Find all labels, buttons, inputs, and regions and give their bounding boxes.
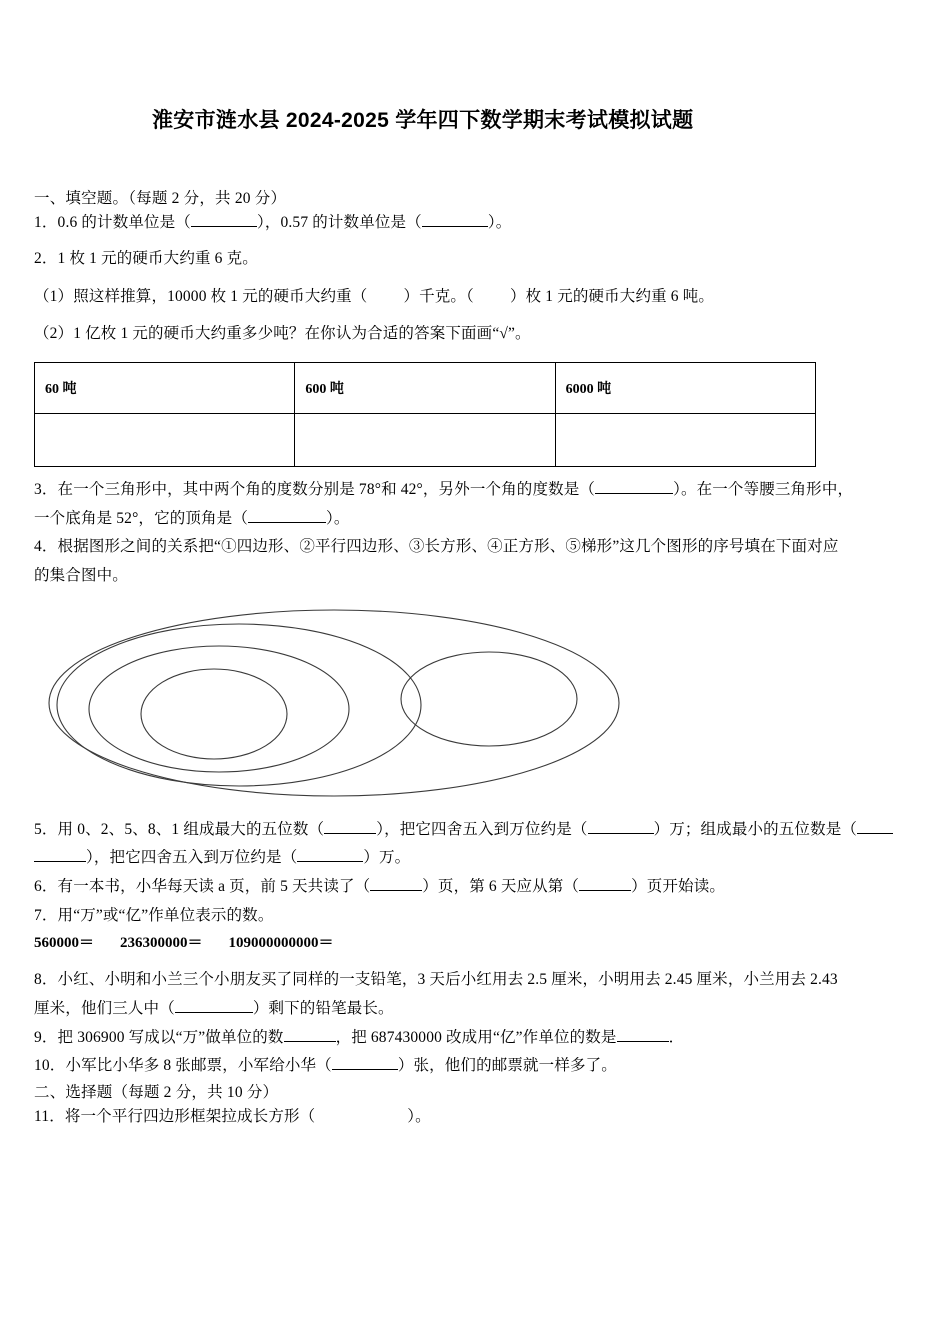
question-5-text-d: ），把它四舍五入到万位约是（ (86, 849, 298, 867)
question-3-text-a: 3．在一个三角形中，其中两个角的度数分别是 78°和 42°，另外一个角的度数是（ (34, 481, 596, 499)
question-6-text-c: ）页开始读。 (631, 878, 725, 896)
answer-blank-q9-2[interactable] (617, 1041, 669, 1042)
question-9 (34, 1024, 916, 1053)
question-7-number-3: 109000000000＝ (228, 935, 334, 952)
answer-blank-q1-2[interactable] (422, 226, 488, 227)
right-ellipse (401, 652, 577, 746)
answer-blank-q5-3b[interactable] (34, 861, 86, 862)
question-2-sub1-text-a: （1）照这样推算，10000 枚 1 元的硬币大约重（ (34, 287, 368, 305)
table-row-header (35, 363, 816, 414)
question-5-text-a: 5．用 0、2、5、8、1 组成最大的五位数（ (34, 820, 325, 838)
question-2-sub1-text-c: ）枚 1 元的硬币大约重 6 吨。 (509, 287, 715, 305)
question-10-text-b: ）张，他们的邮票就一样多了。 (397, 1057, 617, 1075)
venn-diagram-svg (34, 597, 674, 809)
question-2-sub-2: （2）1 亿枚 1 元的硬币大约重多少吨？在你认为合适的答案下面画“√”。 (34, 325, 531, 343)
tons-answer-table (34, 362, 816, 467)
question-6-text-b: ）页，第 6 天应从第（ (422, 878, 580, 896)
answer-blank-q6-2[interactable] (579, 890, 631, 891)
nested-ellipse-4 (141, 669, 287, 759)
question-4-line-2: 的集合图中。 (34, 567, 128, 585)
question-5-text-e: ）万。 (363, 849, 411, 867)
answer-blank-q5-4[interactable] (297, 861, 363, 862)
question-10-text-a: 10．小军比小华多 8 张邮票，小军给小华（ (34, 1057, 332, 1075)
question-7-numbers (34, 930, 916, 957)
question-4-line-1: 4．根据图形之间的关系把“①四边形、②平行四边形、③长方形、④正方形、⑤梯形”这几个图形的序号填在下面对应 (34, 538, 839, 556)
question-11-text-b: ）。 (407, 1108, 431, 1126)
answer-blank-q5-1[interactable] (324, 833, 376, 834)
table-cell-6000-tons: 6000 吨 (555, 363, 815, 414)
question-3-text-d: ）。 (325, 509, 350, 527)
section-heading-multiple-choice: 二、选择题（每题 2 分，共 10 分） (34, 1084, 279, 1102)
question-1-text-c: ）。 (487, 214, 512, 232)
answer-blank-q3-2[interactable] (248, 522, 326, 523)
question-7-number-1: 560000＝ (34, 935, 95, 952)
table-cell-answer-3[interactable] (555, 414, 815, 467)
question-5-line-2 (34, 844, 916, 873)
table-cell-600-tons: 600 吨 (295, 363, 555, 414)
question-8-line-2 (34, 995, 916, 1024)
question-6 (34, 873, 916, 902)
page-title: 淮安市涟水县 2024-2025 学年四下数学期末考试模拟试题 (152, 109, 694, 132)
table-cell-60-tons: 60 吨 (35, 363, 295, 414)
question-8-text-a: 厘米，他们三人中（ (34, 1000, 175, 1018)
question-1-text-a: 1．0.6 的计数单位是（ (34, 214, 191, 232)
question-3-text-c: 一个底角是 52°，它的顶角是（ (34, 509, 248, 527)
question-2-sub-1 (34, 283, 916, 312)
nested-ellipse-3 (89, 646, 349, 772)
outer-ellipse (49, 610, 619, 796)
question-7-number-2: 236300000＝ (120, 935, 203, 952)
question-8-line-1: 8．小红、小明和小兰三个小朋友买了同样的一支铅笔，3 天后小红用去 2.5 厘米，小明用去 2.45 厘米，小兰用去 2.43 (34, 971, 838, 989)
question-5-text-c: ）万；组成最小的五位数是（ (653, 820, 858, 838)
section-heading-fill-in-blank: 一、填空题。（每题 2 分，共 20 分） (34, 190, 287, 208)
question-7-stem: 7．用“万”或“亿”作单位表示的数。 (34, 906, 274, 924)
question-5-line-1 (34, 816, 916, 845)
table-cell-answer-1[interactable] (35, 414, 295, 467)
question-1 (34, 211, 916, 236)
answer-blank-q1-1[interactable] (191, 226, 257, 227)
question-5-text-b: ），把它四舍五入到万位约是（ (376, 820, 588, 838)
question-11-text-a: 11．将一个平行四边形框架拉成长方形（ (34, 1108, 316, 1126)
question-1-text-b: ），0.57 的计数单位是（ (256, 214, 422, 232)
question-8-text-b: ）剩下的铅笔最长。 (252, 1000, 394, 1018)
question-3-text-b: ）。在一个等腰三角形中， (673, 481, 854, 499)
venn-diagram (34, 597, 916, 812)
answer-blank-q5-3a[interactable] (857, 833, 893, 834)
question-10 (34, 1052, 916, 1081)
question-9-text-b: ，把 687430000 改成用“亿”作单位的数是 (335, 1028, 617, 1046)
table-row-answer (35, 414, 816, 467)
answer-blank-q8[interactable] (175, 1012, 253, 1013)
question-6-text-a: 6．有一本书，小华每天读 a 页，前 5 天共读了（ (34, 878, 371, 896)
table-cell-answer-2[interactable] (295, 414, 555, 467)
answer-blank-q9-1[interactable] (284, 1041, 336, 1042)
question-3-line-2 (34, 505, 916, 534)
question-3-line-1 (34, 476, 916, 505)
question-9-text-a: 9．把 306900 写成以“万”做单位的数 (34, 1028, 284, 1046)
question-9-text-c: ． (668, 1028, 685, 1046)
question-11 (34, 1105, 916, 1130)
answer-blank-q3-1[interactable] (595, 493, 673, 494)
answer-blank-q5-2[interactable] (588, 833, 654, 834)
question-2-sub1-text-b: ）千克。（ (403, 287, 474, 305)
question-2-stem: 2．1 枚 1 元的硬币大约重 6 克。 (34, 250, 258, 267)
answer-blank-q6-1[interactable] (370, 890, 422, 891)
answer-blank-q10[interactable] (332, 1069, 398, 1070)
